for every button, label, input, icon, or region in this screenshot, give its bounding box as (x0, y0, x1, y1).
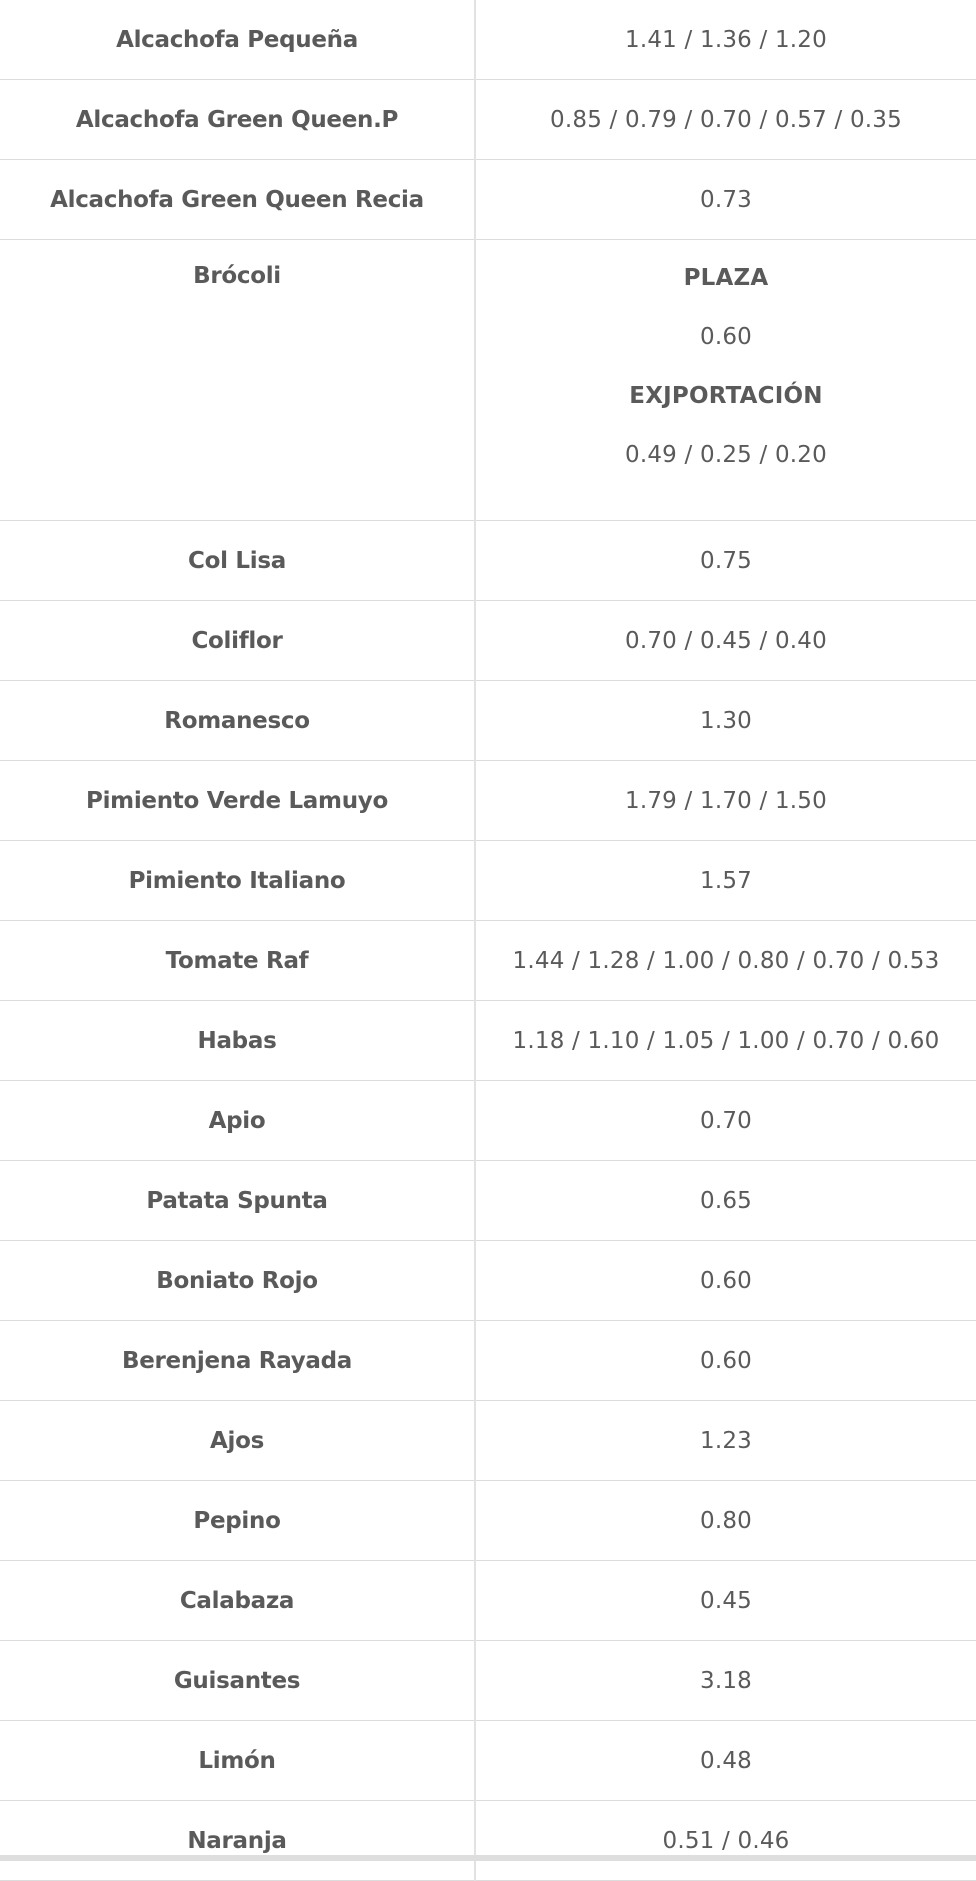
product-name: Romanesco (0, 681, 475, 761)
product-price: 0.48 (475, 1721, 976, 1801)
table-row (0, 1161, 976, 1241)
table-row (0, 681, 976, 761)
table-row (0, 841, 976, 921)
product-name: Limón (0, 1721, 475, 1801)
table-row (0, 521, 976, 601)
table-row (0, 1241, 976, 1321)
product-price: 0.80 (475, 1481, 976, 1561)
product-price: 0.70 (475, 1081, 976, 1161)
table-row (0, 1561, 976, 1641)
product-name: Pimiento Verde Lamuyo (0, 761, 475, 841)
product-price: 0.60 (475, 1241, 976, 1321)
product-name: Patata Spunta (0, 1161, 475, 1241)
product-name: Pimiento Italiano (0, 841, 475, 921)
table-row (0, 1721, 976, 1801)
page-bottom-divider (0, 1855, 976, 1861)
product-name: Boniato Rojo (0, 1241, 475, 1321)
product-price: 0.60 (475, 1321, 976, 1401)
product-name: Alcachofa Green Queen Recia (0, 160, 475, 240)
table-row (0, 80, 976, 160)
product-price: 0.65 (475, 1161, 976, 1241)
product-price: 0.85 / 0.79 / 0.70 / 0.57 / 0.35 (475, 80, 976, 160)
product-price: 1.23 (475, 1401, 976, 1481)
product-price: 0.75 (475, 521, 976, 601)
product-price: 3.18 (475, 1641, 976, 1721)
product-price: 1.30 (475, 681, 976, 761)
product-price: 1.41 / 1.36 / 1.20 (475, 0, 976, 80)
product-name: Naranja (0, 1801, 475, 1881)
product-name: Berenjena Rayada (0, 1321, 475, 1401)
table-row (0, 761, 976, 841)
table-row (0, 1641, 976, 1721)
product-name: Pepino (0, 1481, 475, 1561)
product-name: Alcachofa Green Queen.P (0, 80, 475, 160)
table-row (0, 1081, 976, 1161)
table-row (0, 1481, 976, 1561)
table-row (0, 601, 976, 681)
table-row (0, 1801, 976, 1881)
product-name: Coliflor (0, 601, 475, 681)
product-price: 0.73 (475, 160, 976, 240)
table-row (0, 160, 976, 240)
price-group-value-export: 0.49 / 0.25 / 0.20 (625, 442, 827, 468)
product-name: Alcachofa Pequeña (0, 0, 475, 80)
product-price: 1.79 / 1.70 / 1.50 (475, 761, 976, 841)
table-row-brocoli (0, 240, 976, 521)
price-group-label-export: EXJPORTACIÓN (629, 383, 823, 409)
price-group-label-plaza: PLAZA (683, 265, 769, 291)
product-price: 1.18 / 1.10 / 1.05 / 1.00 / 0.70 / 0.60 (475, 1001, 976, 1081)
product-price-groups (475, 240, 976, 521)
product-name: Ajos (0, 1401, 475, 1481)
product-name: Brócoli (0, 240, 475, 521)
table-row (0, 1401, 976, 1481)
product-price: 0.45 (475, 1561, 976, 1641)
product-price: 1.44 / 1.28 / 1.00 / 0.80 / 0.70 / 0.53 (475, 921, 976, 1001)
table-row (0, 1321, 976, 1401)
product-name: Habas (0, 1001, 475, 1081)
product-price: 1.57 (475, 841, 976, 921)
table-row (0, 0, 976, 80)
table-row (0, 921, 976, 1001)
price-group-value-plaza: 0.60 (699, 324, 752, 350)
product-price: 0.70 / 0.45 / 0.40 (475, 601, 976, 681)
product-name: Col Lisa (0, 521, 475, 601)
product-name: Calabaza (0, 1561, 475, 1641)
product-name: Tomate Raf (0, 921, 475, 1001)
table-row (0, 1001, 976, 1081)
price-group-list (484, 249, 968, 485)
product-price: 0.51 / 0.46 (475, 1801, 976, 1881)
product-name: Guisantes (0, 1641, 475, 1721)
product-name: Apio (0, 1081, 475, 1161)
